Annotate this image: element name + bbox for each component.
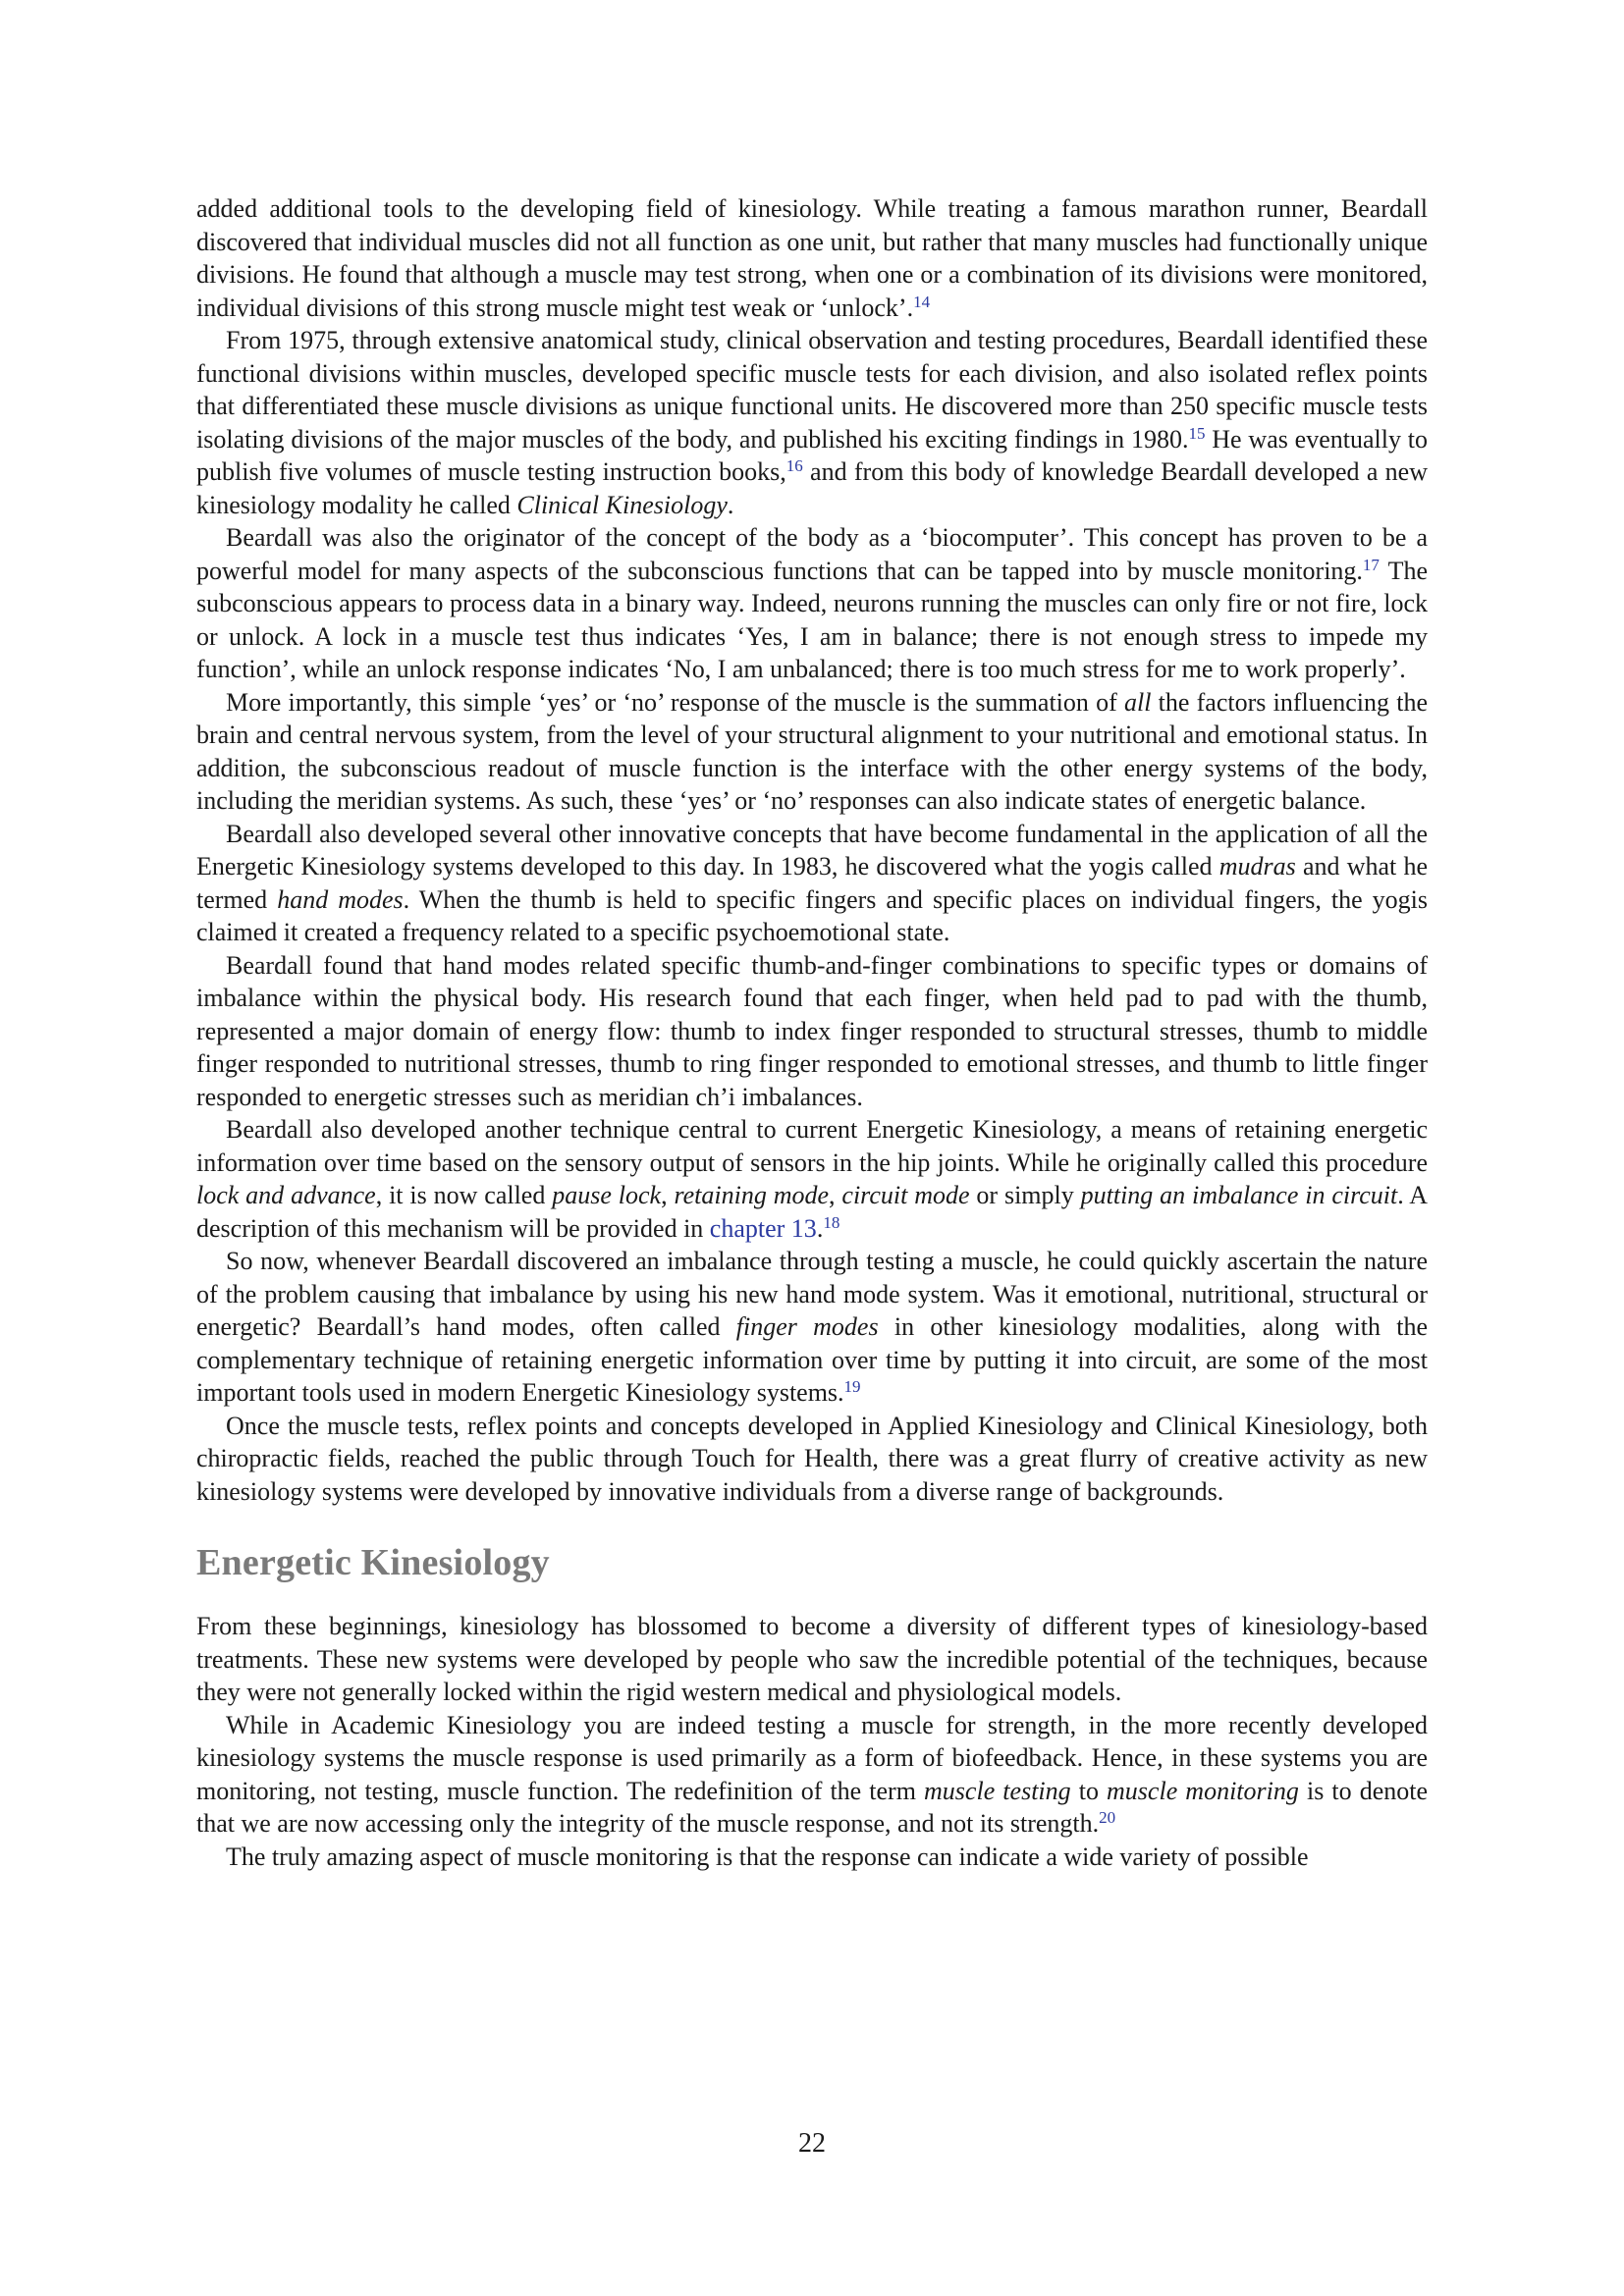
paragraph <box>196 949 1428 1114</box>
text-run: So now, whenever Beardall discovered an imbalance through testing a muscle, he could quickly ascertain the nature of the problem causing that imbalance by using his new hand mode system. Was it emotional, nutritional, structural or energetic? Beardall’s hand modes, often called <box>196 1247 1428 1341</box>
text-run: to <box>1070 1776 1108 1805</box>
emphasis-text: circuit mode <box>841 1181 970 1209</box>
emphasis-text: muscle testing <box>924 1776 1071 1805</box>
paragraph <box>196 324 1428 521</box>
text-run: in other kinesiology modalities, along with the complementary technique of retaining energetic information over time by putting it into circuit, are some of the most important tools used in modern Energetic Kinesiology systems. <box>196 1312 1428 1407</box>
chapter-cross-reference-link[interactable]: chapter 13 <box>709 1213 817 1243</box>
paragraph <box>196 521 1428 686</box>
text-run: . <box>816 1213 824 1243</box>
footnote-reference[interactable]: 16 <box>785 456 803 475</box>
body-text-before-heading <box>196 192 1428 1508</box>
emphasis-text: lock and advance <box>196 1181 376 1209</box>
emphasis-text: all <box>1124 687 1152 717</box>
emphasis-text: mudras <box>1218 852 1296 881</box>
text-run: From 1975, through extensive anatomical study, clinical observation and testing procedures, Beardall identified these functional divisions within muscles, developed specific muscle tests for each division, and also isolated reflex points that differentiated these muscle divisions as unique functional units. He discovered more than 250 specific muscle tests isolating divisions of the major muscles of the body, and published his exciting findings in 1980. <box>196 326 1428 454</box>
footnote-reference[interactable]: 18 <box>823 1212 840 1232</box>
text-run: Once the muscle tests, reflex points and concepts developed in Applied Kinesiology and Clinical Kinesiology, both chiropractic fields, reached the public through Touch for Health, there was a great flurry of creative activity as new kinesiology systems were developed by innovative individuals from a diverse range of backgrounds. <box>196 1411 1428 1506</box>
footnote-reference[interactable]: 15 <box>1188 423 1206 443</box>
paragraph <box>196 1410 1428 1509</box>
emphasis-text: Clinical Kinesiology <box>516 490 728 519</box>
paragraph <box>196 1113 1428 1245</box>
text-run: Beardall also developed several other innovative concepts that have become fundamental in the application of all the Energetic Kinesiology systems developed to this day. In 1983, he discovered what the yogis called <box>196 819 1428 881</box>
text-run: and what he termed <box>196 852 1428 914</box>
emphasis-text: muscle monitoring <box>1107 1776 1299 1805</box>
section-heading: Energetic Kinesiology <box>196 1542 550 1583</box>
page-number: 22 <box>798 2128 826 2159</box>
emphasis-text: finger modes <box>735 1312 879 1341</box>
text-run: , <box>829 1181 842 1209</box>
text-run: He was eventually to publish five volumes of muscle testing instruction books, <box>196 424 1429 486</box>
body-text-after-heading <box>196 1610 1428 1873</box>
footnote-reference[interactable]: 17 <box>1362 555 1380 574</box>
paragraph <box>196 1841 1428 1874</box>
text-run: or simply <box>969 1181 1081 1209</box>
text-run: Beardall found that hand modes related specific thumb-and-finger combinations to specific types or domains of imbalance within the physical body. His research found that each finger, when held pad to pad with the thumb, represented a major domain of energy flow: thumb to index finger responded to structural stresses, thumb to middle finger responded to nutritional stresses, thumb to ring finger responded to emotional stresses, and thumb to little finger responded to energetic stresses such as meridian ch’i imbalances. <box>196 950 1428 1111</box>
text-run: . <box>727 490 734 519</box>
paragraph <box>196 1245 1428 1410</box>
text-run: From these beginnings, kinesiology has blossomed to become a diversity of different types of kinesiology-based treatments. These new systems were developed by people who saw the incredible potential of the techniques, because they were not generally locked within the rigid western medical and physiological models. <box>196 1612 1428 1706</box>
text-run: is to denote that we are now accessing only the integrity of the muscle response, and not its strength. <box>196 1776 1429 1838</box>
text-run: . A description of this mechanism will be provided in <box>196 1181 1428 1243</box>
paragraph <box>196 1610 1428 1709</box>
footnote-reference[interactable]: 20 <box>1099 1808 1116 1827</box>
text-run: More importantly, this simple ‘yes’ or ‘no’ response of the muscle is the summation of <box>226 687 1124 717</box>
paragraph <box>196 1709 1428 1841</box>
emphasis-text: hand modes <box>277 884 404 914</box>
text-run: Beardall was also the originator of the concept of the body as a ‘biocomputer’. This concept has proven to be a powerful model for many aspects of the subconscious functions that can be tapped into by muscle monitoring. <box>196 523 1428 585</box>
footnote-reference[interactable]: 14 <box>913 292 931 311</box>
text-run: , <box>661 1181 675 1209</box>
text-run: The truly amazing aspect of muscle monitoring is that the response can indicate a wide variety of possible <box>226 1842 1309 1871</box>
text-run: the factors influencing the brain and central nervous system, from the level of your structural alignment to your nutritional and emotional status. In addition, the subconscious readout of muscle function is the interface with the other energy systems of the body, including the meridian systems. As such, these ‘yes’ or ‘no’ responses can also indicate states of energetic balance. <box>196 687 1428 815</box>
text-run: . When the thumb is held to specific fingers and specific places on individual fingers, the yogis claimed it created a frequency related to a specific psychoemotional state. <box>196 884 1429 946</box>
text-run: While in Academic Kinesiology you are indeed testing a muscle for strength, in the more recently developed kinesiology systems the muscle response is used primarily as a form of biofeedback. Hence, in these systems you are monitoring, not testing, muscle function. The redefinition of the term <box>196 1710 1428 1805</box>
emphasis-text: putting an imbalance in circuit <box>1080 1181 1398 1209</box>
text-run: added additional tools to the developing field of kinesiology. While treating a famous marathon runner, Beardall discovered that individual muscles did not all function as one unit, but rather that many muscles had functionally unique divisions. He found that although a muscle may test strong, when one or a combination of its divisions were monitored, individual divisions of this strong muscle might test weak or ‘unlock’. <box>196 194 1428 322</box>
paragraph <box>196 686 1428 818</box>
paragraph <box>196 818 1428 949</box>
text-run: The subconscious appears to process data in a binary way. Indeed, neurons running the muscles can only fire or not fire, lock or unlock. A lock in a muscle test thus indicates ‘Yes, I am in balance; there is not enough stress to impede my function’, while an unlock response indicates ‘No, I am unbalanced; there is too much stress for me to work properly’. <box>196 556 1428 683</box>
footnote-reference[interactable]: 19 <box>843 1377 861 1396</box>
paragraph <box>196 192 1428 324</box>
emphasis-text: pause lock <box>552 1181 662 1209</box>
emphasis-text: retaining mode <box>674 1181 830 1209</box>
text-run: and from this body of knowledge Beardall developed a new kinesiology modality he called <box>196 457 1428 519</box>
text-run: Beardall also developed another technique central to current Energetic Kinesiology, a means of retaining energetic information over time based on the sensory output of sensors in the hip joints. While he originally called this procedure <box>196 1115 1428 1177</box>
page-body <box>196 192 1428 1873</box>
text-run: , it is now called <box>375 1181 553 1209</box>
